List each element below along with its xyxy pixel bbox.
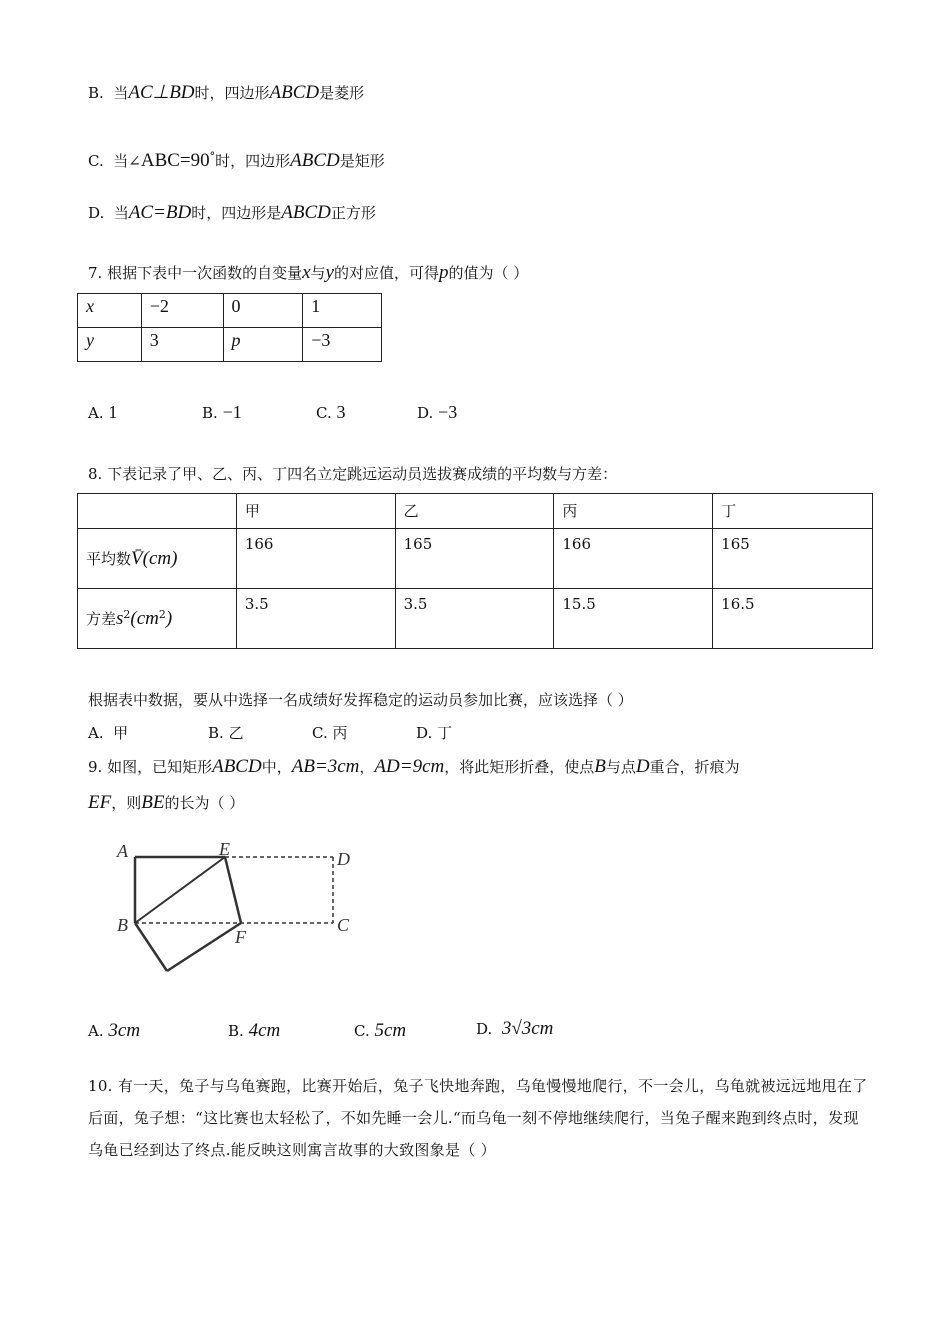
math: ) (165, 607, 173, 629)
q6-option-d (88, 202, 376, 224)
math: B (594, 756, 606, 777)
table-cell: p (223, 328, 303, 362)
table-cell: −3 (303, 328, 382, 362)
q7-table (77, 293, 382, 362)
math: AD=9cm (374, 756, 445, 777)
table-cell: y (78, 328, 142, 362)
text: 的值为（ ） (448, 264, 529, 282)
math: EF (88, 792, 112, 813)
table-cell: 165 (713, 529, 873, 589)
option-label: A. (88, 724, 104, 742)
q8-question: 根据表中数据，要从中选择一名成绩好发挥稳定的运动员参加比赛，应该选择（ ） (88, 691, 633, 709)
text: 与 (310, 264, 326, 282)
table-header: 丁 (713, 494, 873, 529)
point-label-c: C (337, 915, 350, 935)
option-value: 5cm (374, 1020, 407, 1041)
text: 正方形 (330, 204, 376, 222)
text: 方差 (86, 609, 117, 628)
math: x (302, 262, 311, 283)
table-cell: 166 (554, 529, 713, 589)
table-row-label (78, 529, 237, 589)
option-label: B. (88, 84, 104, 102)
q7-stem (88, 262, 528, 284)
q9-folded-rectangle-figure (105, 835, 365, 985)
text: ，将此矩形折叠，使点 (444, 758, 595, 776)
text: 9. 如图，已知矩形 (88, 758, 213, 776)
table-cell: 15.5 (554, 589, 713, 649)
option-label: B. (208, 724, 224, 742)
math: y (325, 262, 334, 283)
math: AB=3cm (291, 756, 360, 777)
math: p (439, 262, 449, 283)
table-row (78, 328, 382, 362)
table-cell: 165 (395, 529, 554, 589)
q7-option-b (202, 402, 242, 423)
point-label-d: D (337, 849, 350, 869)
table-cell: 3.5 (395, 589, 554, 649)
table-cell: 3 (141, 328, 223, 362)
text: 当 (113, 204, 129, 222)
math: (cm (130, 607, 159, 629)
superscript: 2 (123, 607, 131, 621)
segment-folded-bottom (167, 923, 241, 971)
text: 的对应值，可得 (333, 264, 439, 282)
text: ，则 (111, 794, 142, 812)
option-value: 丙 (332, 724, 348, 742)
text: 时，四边形 (215, 152, 291, 170)
math: ABCD (281, 202, 331, 223)
table-cell: 0 (223, 294, 303, 328)
text: 重合，折痕为 (649, 758, 740, 776)
option-label: B. (228, 1022, 244, 1040)
math: AC=BD (128, 202, 192, 223)
q6-option-b (88, 82, 364, 104)
table-row (78, 529, 873, 589)
q7-option-c (316, 402, 346, 423)
table-cell: 166 (236, 529, 395, 589)
math: AC⊥BD (128, 82, 195, 103)
table-cell: −2 (141, 294, 223, 328)
option-label: C. (316, 404, 332, 422)
option-label: D. (476, 1020, 493, 1038)
option-label: D. (416, 724, 433, 742)
segment-be (135, 857, 225, 923)
table-header: 丙 (554, 494, 713, 529)
option-label: C. (88, 152, 104, 170)
option-label: C. (354, 1022, 370, 1040)
q8-stem: 8. 下表记录了甲、乙、丙、丁四名立定跳远运动员选拔赛成绩的平均数与方差： (88, 465, 618, 483)
option-value: 1 (108, 402, 118, 422)
q10-stem: 10. 有一天，兔子与乌龟赛跑，比赛开始后，兔子飞快地奔跑，乌龟慢慢地爬行，不一会儿，乌龟就被远远地甩在了后面，兔子想：“这比赛也太轻松了，不如先睡一会儿.“而乌龟一刻不停地继续爬行，当兔子醒来跑到终点时，发现乌龟已经到达了终点.能反映这则寓言故事的大致图象是（ ） (88, 1077, 868, 1159)
q9-stem-line1 (88, 756, 740, 778)
point-label-f: F (235, 927, 246, 947)
option-value: 3 (336, 402, 346, 422)
table-cell: x (78, 294, 142, 328)
option-label: B. (202, 404, 218, 422)
q9-option-b (228, 1020, 280, 1042)
table-cell: 3.5 (236, 589, 395, 649)
math: ABC=90 (140, 150, 210, 171)
point-label-e: E (219, 839, 230, 859)
option-label: D. (88, 204, 105, 222)
point-label-b: B (117, 915, 128, 935)
table-cell: 1 (303, 294, 382, 328)
option-value: 3cm (108, 1020, 141, 1041)
text: 的长为（ ） (164, 794, 245, 812)
option-value: 4cm (248, 1020, 281, 1041)
option-value: 丁 (437, 724, 453, 742)
q9-option-a (88, 1020, 140, 1042)
table-cell: 16.5 (713, 589, 873, 649)
q7-option-a (88, 402, 117, 423)
math: BE (141, 792, 165, 813)
option-label: D. (417, 404, 434, 422)
math: ABCD (212, 756, 262, 777)
text: 当∠ (113, 152, 141, 170)
point-label-a: A (117, 841, 128, 861)
text: 当 (113, 84, 129, 102)
q8-option-d (416, 722, 452, 743)
text: 与点 (605, 758, 636, 776)
table-header (78, 494, 237, 529)
q7-option-d (417, 402, 457, 423)
table-row-label (78, 589, 237, 649)
text: 中， (261, 758, 292, 776)
q8-option-a (88, 722, 128, 743)
option-value: −3 (438, 402, 458, 422)
option-value: −1 (222, 402, 242, 422)
q8-option-c (312, 722, 348, 743)
table-header: 乙 (395, 494, 554, 529)
text: ， (359, 758, 375, 776)
segment-ef (225, 857, 241, 923)
math: ABCD (269, 82, 320, 103)
text: 7. 根据下表中一次函数的自变量 (88, 264, 303, 282)
segment-folded-left (135, 923, 167, 971)
superscript: 2 (158, 607, 166, 621)
q9-option-d (476, 1018, 553, 1040)
table-row (78, 494, 873, 529)
q6-option-c (88, 146, 385, 172)
text: 时，四边形 (194, 84, 270, 102)
math: D (635, 756, 650, 777)
text: 平均数 (86, 549, 132, 568)
q9-option-c (354, 1020, 406, 1042)
table-row (78, 589, 873, 649)
table-row (78, 294, 382, 328)
q8-option-b (208, 722, 244, 743)
table-header: 甲 (236, 494, 395, 529)
math: ABCD (290, 150, 340, 171)
text: 时，四边形是 (191, 204, 282, 222)
degree-sign: ° (209, 150, 216, 163)
option-label: C. (312, 724, 328, 742)
text: 是菱形 (319, 84, 365, 102)
option-label: A. (88, 1022, 104, 1040)
option-value: 甲 (113, 724, 129, 742)
option-label: A. (88, 404, 104, 422)
math: V̄(cm) (131, 547, 178, 569)
math: s (116, 607, 124, 629)
text: 是矩形 (339, 152, 385, 170)
option-value: 乙 (228, 724, 244, 742)
option-value: 3√3cm (501, 1018, 554, 1039)
q8-table (77, 493, 873, 649)
q9-stem-line2 (88, 792, 244, 814)
